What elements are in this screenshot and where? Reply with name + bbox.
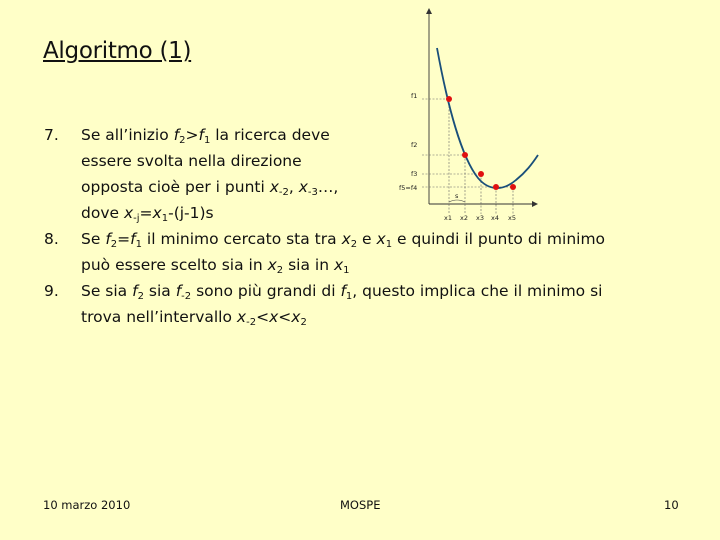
item-9-line-2: trova nell’intervallo $x_{-2}<x<x_2$ bbox=[81, 308, 307, 328]
footer-center: MOSPE bbox=[340, 498, 381, 512]
y-label-f3: f3 bbox=[411, 170, 418, 178]
x-label-x2: x2 bbox=[460, 214, 468, 222]
page-number: 10 bbox=[664, 498, 679, 512]
item-7-line-2: essere svolta nella direzione bbox=[81, 152, 302, 170]
item-list bbox=[44, 122, 694, 330]
x-label-x4: x4 bbox=[491, 214, 499, 222]
y-axis-arrow bbox=[426, 8, 432, 14]
footer-date: 10 marzo 2010 bbox=[43, 498, 131, 512]
x-label-x5: x5 bbox=[508, 214, 516, 222]
list-item-9 bbox=[44, 278, 694, 330]
y-label-f2: f2 bbox=[411, 141, 418, 149]
list-item-7 bbox=[44, 122, 694, 226]
item-9-line-1: Se sia $f_2$ sia $f_{-2}$ sono più grandi di $f_1$, questo implica che il minimo si bbox=[81, 282, 603, 302]
item-8-line-1: Se $f_2=f_1$ il minimo cercato sta tra $x_2$ e $x_1$ e quindi il punto di minimo bbox=[81, 230, 606, 250]
item-number: 8. bbox=[44, 230, 59, 248]
step-label: s bbox=[455, 192, 459, 200]
item-number: 7. bbox=[44, 126, 59, 144]
y-label-f5-f4: f5=f4 bbox=[399, 184, 418, 192]
point-x1 bbox=[446, 96, 452, 102]
item-7-line-4: dove $x_{-j}=x_1-(j-1)s$ bbox=[81, 204, 214, 224]
item-7-line-1: Se all’inizio $f_2>f_1$ la ricerca deve bbox=[81, 126, 330, 146]
x-label-x1: x1 bbox=[444, 214, 452, 222]
item-number: 9. bbox=[44, 282, 59, 300]
x-label-x3: x3 bbox=[476, 214, 484, 222]
y-label-f1: f1 bbox=[411, 92, 418, 100]
item-8-line-2: può essere scelto sia in $x_2$ sia in $x_1$ bbox=[81, 256, 350, 276]
slide-title: Algoritmo (1) bbox=[43, 38, 192, 64]
list-item-8 bbox=[44, 226, 694, 278]
item-7-line-3: opposta cioè per i punti $x_{-2}$, $x_{-3}\dots$, bbox=[81, 178, 339, 198]
